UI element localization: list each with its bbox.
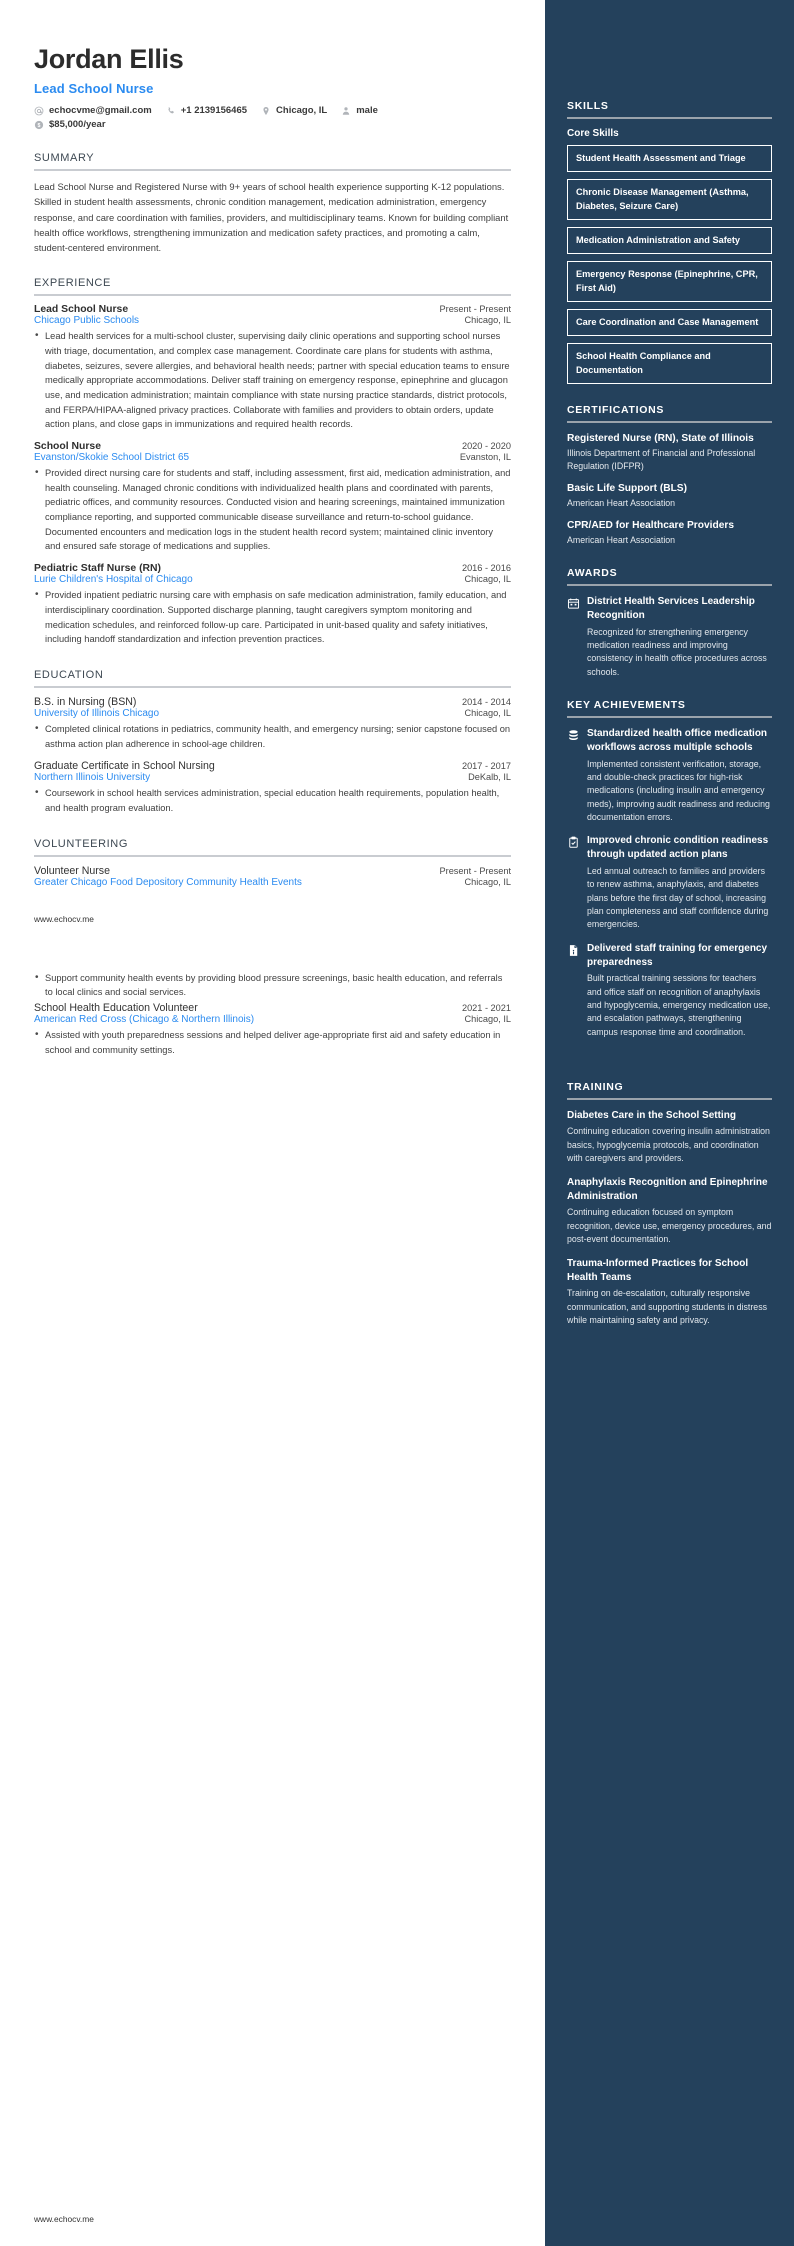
certification-item xyxy=(567,482,772,510)
achievement-body xyxy=(587,942,772,1039)
entry-date: 2017 - 2017 xyxy=(461,761,511,772)
resume-header xyxy=(34,44,511,130)
section-summary xyxy=(34,152,511,255)
entry-date: 2014 - 2014 xyxy=(461,696,511,707)
achievement-body xyxy=(587,834,772,931)
entry-job-title: School Nurse xyxy=(34,441,101,453)
volunteering-entry xyxy=(34,865,511,888)
skill-chip: Care Coordination and Case Management xyxy=(567,309,772,336)
entry-bullets xyxy=(34,466,511,554)
certification-name: Registered Nurse (RN), State of Illinois xyxy=(567,433,754,445)
skill-chip: School Health Compliance and Documentation xyxy=(567,343,772,384)
achievement-description: Led annual outreach to families and providers to renew asthma, anaphylaxis, and diabetes plans before the first day of school, increasing plan completeness and staff confidence during emergencies. xyxy=(587,865,769,930)
entry-bullets xyxy=(34,588,511,647)
section-experience xyxy=(34,277,511,647)
contact-row-primary xyxy=(34,105,511,116)
entry-bullets xyxy=(34,971,511,1000)
training-description: Continuing education covering insulin administration basics, hypoglycemia protocols, and coordination with caregivers and providers. xyxy=(567,1126,770,1163)
contact-location xyxy=(261,105,327,116)
sidebar-title-certifications: CERTIFICATIONS xyxy=(567,404,665,417)
contact-salary-value: $85,000/year xyxy=(49,119,106,131)
section-volunteering xyxy=(34,838,511,888)
achievement-name: Standardized health office medication workflows across multiple schools xyxy=(587,727,768,753)
candidate-headline: Lead School Nurse xyxy=(34,81,154,97)
section-divider xyxy=(34,686,511,688)
phone-icon xyxy=(166,106,176,116)
entry-location: Chicago, IL xyxy=(464,876,511,887)
entry-organization[interactable]: University of Illinois Chicago xyxy=(34,707,160,719)
achievement-description: Built practical training sessions for teachers and office staff on recognition of anaphylaxis and hypoglycemia, emergency medication use, and escalation pathways, strengthening campus response time and coordination. xyxy=(587,973,771,1037)
entry-organization[interactable]: Chicago Public Schools xyxy=(34,315,140,327)
sidebar-title-skills: SKILLS xyxy=(567,100,609,112)
bullet-item: • Provided inpatient pediatric nursing care with emphasis on safe medication administration, family education, and interdisciplinary coordination. Supported discharge planning, taught caregivers symptom monitoring and medication schedules, and reinforced follow-up care. Participated in unit-based quality and safety initiatives, including handoff standardization and infection prevention practices. xyxy=(34,588,511,647)
entry-degree-title: B.S. in Nursing (BSN) xyxy=(34,695,137,708)
certification-issuer: American Heart Association xyxy=(567,535,676,546)
experience-entry xyxy=(34,563,511,647)
entry-organization[interactable]: Lurie Children's Hospital of Chicago xyxy=(34,574,193,586)
training-item xyxy=(567,1257,772,1327)
entry-header-row xyxy=(34,304,511,315)
skills-subtitle: Core Skills xyxy=(567,128,619,139)
sidebar-title-training: TRAINING xyxy=(567,1081,624,1094)
entry-header-row xyxy=(34,865,511,877)
skill-chip: Medication Administration and Safety xyxy=(567,227,772,254)
skill-chip: Chronic Disease Management (Asthma, Diabetes, Seizure Care) xyxy=(567,179,772,220)
section-education xyxy=(34,669,511,816)
sidebar-title-key-achievements: KEY ACHIEVEMENTS xyxy=(567,698,686,711)
achievement-item xyxy=(567,834,772,931)
sidebar-page-break-gap xyxy=(567,1059,772,1081)
entry-header-row xyxy=(34,760,511,772)
entry-organization[interactable]: American Red Cross (Chicago & Northern Illinois) xyxy=(34,1014,255,1026)
contact-row-salary xyxy=(34,119,511,130)
bullet-item: • Completed clinical rotations in pediatrics, community health, and emergency nursing; senior capstone focused on asthma action plan adherence in school-age children. xyxy=(34,722,511,751)
training-item xyxy=(567,1109,772,1165)
entry-bullets xyxy=(34,1028,511,1057)
clipboard-check-icon xyxy=(567,836,580,849)
skill-chip: Emergency Response (Epinephrine, CPR, First Aid) xyxy=(567,261,772,302)
entry-location: Chicago, IL xyxy=(464,707,511,718)
contact-info xyxy=(34,105,511,130)
bullet-item: • Coursework in school health services administration, special education health requirements, population health, and health program evaluation. xyxy=(34,786,511,815)
entry-org-row xyxy=(34,452,511,463)
sidebar-section-training xyxy=(567,1081,772,1327)
entry-org-row xyxy=(34,1014,511,1025)
entry-location: DeKalb, IL xyxy=(468,772,511,783)
certification-item xyxy=(567,432,772,473)
entry-date: 2016 - 2016 xyxy=(461,563,511,574)
calendar-icon xyxy=(567,597,580,610)
section-title-education: EDUCATION xyxy=(34,668,104,681)
contact-salary xyxy=(34,119,106,130)
award-name: District Health Services Leadership Recognition xyxy=(587,595,755,621)
achievement-item xyxy=(567,727,772,824)
contact-gender-value: male xyxy=(356,105,378,117)
education-entry xyxy=(34,760,511,815)
sidebar-divider xyxy=(567,584,772,586)
entry-date: Present - Present xyxy=(439,304,511,315)
contact-phone-value: +1 2139156465 xyxy=(180,105,248,117)
bullet-item: • Lead health services for a multi-school cluster, supervising daily clinic operations and supporting school nurses with triage, documentation, and complex case management. Coordinate care plans for students with asthma, diabetes, seizures, severe allergies, and behavioral health needs; partner with special education teams to ensure medically appropriate accommodations. Deliver staff training on emergency response, epinephrine and glucagon use, and medication administration; maintain compliance with state nursing practice standards, district protocols, and FERPA/HIPAA-aligned privacy practices. Collaborate with families and providers to obtain orders, update action plans, and close gaps in immunizations and required health records. xyxy=(34,329,511,432)
bullet-item: • Assisted with youth preparedness sessions and helped deliver age-appropriate first aid and safety education in school and community settings. xyxy=(34,1028,511,1057)
entry-bullets xyxy=(34,786,511,815)
entry-organization[interactable]: Northern Illinois University xyxy=(34,772,151,784)
sidebar-divider xyxy=(567,117,772,119)
contact-location-value: Chicago, IL xyxy=(276,105,328,117)
database-icon xyxy=(567,729,580,742)
certification-item xyxy=(567,519,772,547)
entry-location: Chicago, IL xyxy=(464,315,511,326)
sidebar-section-key-achievements xyxy=(567,699,772,1039)
certification-issuer: American Heart Association xyxy=(567,498,676,509)
training-name: Diabetes Care in the School Setting xyxy=(567,1110,736,1122)
page-footer-url-1: www.echocv.me xyxy=(34,913,94,924)
award-item xyxy=(567,595,772,679)
training-description: Training on de-escalation, culturally responsive communication, and supporting students in distress while maintaining safety and privacy. xyxy=(567,1288,767,1326)
page-footer-url-2: www.echocv.me xyxy=(34,2214,94,2224)
award-description: Recognized for strengthening emergency medication readiness and improving consistency in health office procedures across schools. xyxy=(587,626,767,677)
entry-role-title: School Health Education Volunteer xyxy=(34,1002,198,1015)
entry-bullets xyxy=(34,329,511,432)
entry-degree-title: Graduate Certificate in School Nursing xyxy=(34,760,215,773)
training-name: Anaphylaxis Recognition and Epinephrine Administration xyxy=(567,1177,768,1203)
skill-chip: Student Health Assessment and Triage xyxy=(567,145,772,172)
contact-email-value: echocvme@gmail.com xyxy=(49,105,152,117)
volunteering-entry xyxy=(34,1002,511,1057)
section-divider xyxy=(34,294,511,296)
entry-role-title: Volunteer Nurse xyxy=(34,864,110,877)
experience-entry xyxy=(34,441,511,554)
achievement-name: Delivered staff training for emergency preparedness xyxy=(587,942,768,968)
achievement-item xyxy=(567,942,772,1039)
sidebar-section-skills xyxy=(567,100,772,384)
sidebar-section-awards xyxy=(567,567,772,679)
entry-header-row xyxy=(34,696,511,708)
contact-email[interactable] xyxy=(34,105,152,116)
entry-location: Chicago, IL xyxy=(464,1014,511,1025)
entry-organization[interactable]: Greater Chicago Food Depository Community Health Events xyxy=(34,876,302,888)
summary-text: Lead School Nurse and Registered Nurse with 9+ years of school health experience supporting K-12 populations. Skilled in student health assessments, chronic condition management, medication administration, emergency response, and care coordination with families, providers, and multidisciplinary teams. Known for building compliant health office workflows, strengthening immunization and medication safety practices, and promoting a calm, student-centered environment. xyxy=(34,181,509,253)
certification-name: CPR/AED for Healthcare Providers xyxy=(567,519,735,531)
training-item xyxy=(567,1176,772,1246)
entry-org-row xyxy=(34,877,511,888)
location-pin-icon xyxy=(261,106,271,116)
entry-organization[interactable]: Evanston/Skokie School District 65 xyxy=(34,452,190,464)
entry-header-row xyxy=(34,563,511,574)
entry-org-row xyxy=(34,772,511,783)
experience-entry xyxy=(34,304,511,432)
award-body xyxy=(587,595,772,679)
sidebar xyxy=(545,0,794,2246)
contact-gender xyxy=(341,105,378,116)
entry-header-row xyxy=(34,1002,511,1014)
achievement-name: Improved chronic condition readiness through updated action plans xyxy=(587,835,769,861)
section-title-volunteering: VOLUNTEERING xyxy=(34,837,128,850)
section-divider xyxy=(34,855,511,857)
entry-location: Evanston, IL xyxy=(459,452,511,463)
email-icon xyxy=(34,106,44,116)
certification-issuer: Illinois Department of Financial and Professional Regulation (IDFPR) xyxy=(567,448,756,472)
entry-job-title: Pediatric Staff Nurse (RN) xyxy=(34,563,162,575)
svg-text:$: $ xyxy=(37,122,41,129)
person-icon xyxy=(341,106,351,116)
sidebar-divider xyxy=(567,421,772,423)
entry-org-row xyxy=(34,574,511,585)
entry-date: 2021 - 2021 xyxy=(461,1003,511,1014)
section-title-experience: EXPERIENCE xyxy=(34,277,111,290)
entry-bullets xyxy=(34,722,511,751)
sidebar-section-certifications xyxy=(567,404,772,547)
section-divider xyxy=(34,169,511,171)
certification-name: Basic Life Support (BLS) xyxy=(567,482,687,494)
bullet-item: • Provided direct nursing care for students and staff, including assessment, first aid, medication administration, and health counseling. Managed chronic conditions with individualized health plans and coordinated with parents, pediatric offices, and community resources. Conducted vision and hearing screenings, maintained immunization compliance reporting, and supported communicable disease surveillance and return-to-school guidance. Documented encounters and medication logs in the student health record system; maintained clinic inventory and ensured safe storage of medications and supplies. xyxy=(34,466,511,554)
entry-location: Chicago, IL xyxy=(464,574,511,585)
page-break-gap xyxy=(34,924,511,968)
education-entry xyxy=(34,696,511,751)
entry-date: 2020 - 2020 xyxy=(461,441,511,452)
bullet-item: • Support community health events by providing blood pressure screenings, basic health education, and referrals to local clinics and social services. xyxy=(34,971,511,1000)
candidate-name: Jordan Ellis xyxy=(34,44,184,74)
sidebar-divider xyxy=(567,1098,772,1100)
volunteering-continued xyxy=(34,971,511,1058)
file-info-icon xyxy=(567,944,580,957)
sidebar-title-awards: AWARDS xyxy=(567,566,618,579)
entry-header-row xyxy=(34,441,511,452)
dollar-circle-icon xyxy=(34,120,44,130)
achievement-body xyxy=(587,727,772,824)
entry-job-title: Lead School Nurse xyxy=(34,304,129,316)
entry-org-row xyxy=(34,708,511,719)
entry-date: Present - Present xyxy=(439,865,511,876)
training-description: Continuing education focused on symptom recognition, device use, emergency procedures, and post-event documentation. xyxy=(567,1207,772,1244)
training-name: Trauma-Informed Practices for School Health Teams xyxy=(567,1258,749,1284)
contact-phone[interactable] xyxy=(166,105,247,116)
achievement-description: Implemented consistent verification, storage, and double-check practices for high-risk medications (including insulin and emergency meds), improving audit readiness and reducing documentation errors. xyxy=(587,758,770,822)
sidebar-divider xyxy=(567,716,772,718)
section-title-summary: SUMMARY xyxy=(34,152,95,165)
entry-org-row xyxy=(34,315,511,326)
